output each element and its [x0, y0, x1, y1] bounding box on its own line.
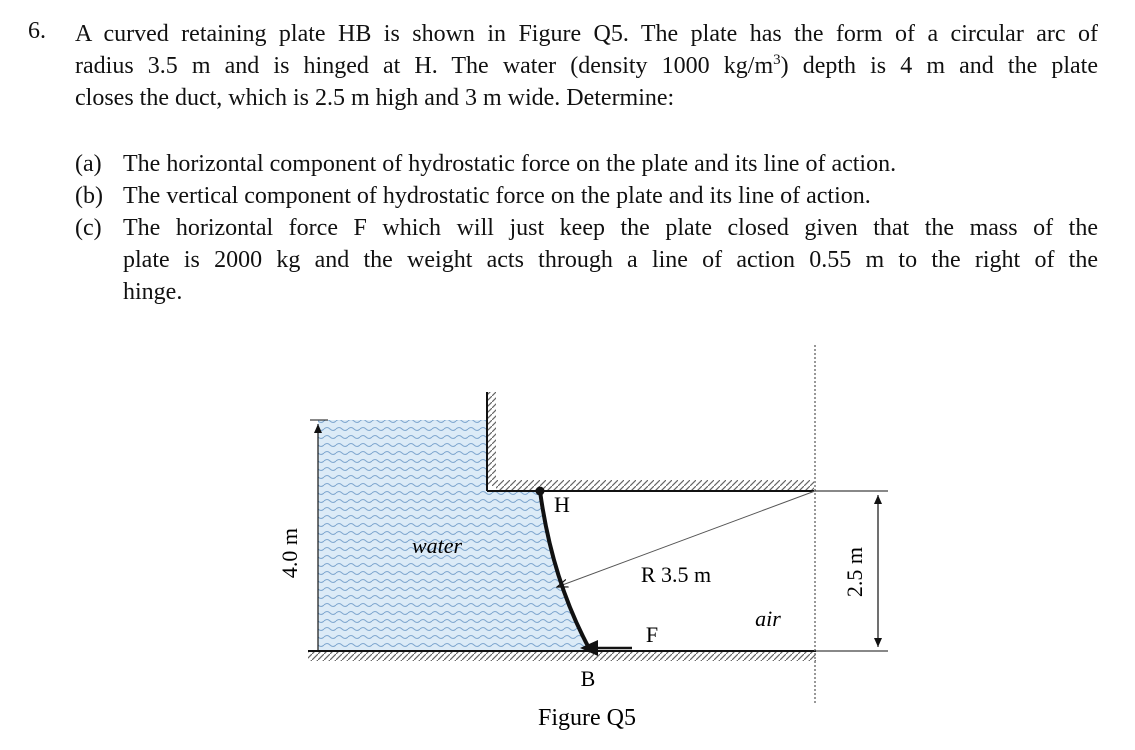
part-b [75, 180, 1098, 212]
figure-q5 [0, 330, 1135, 750]
intro-line-1: A curved retaining plate HB is shown in Figure Q5. The plate has the form of a circular arc of [75, 21, 1098, 47]
question-intro [75, 18, 1098, 114]
intro-line-2b: ) depth is 4 m and the plate [780, 53, 1098, 79]
superscript-3: 3 [773, 52, 781, 68]
label-radius: R 3.5 m [640, 562, 712, 587]
label-water-depth: 4.0 m [277, 527, 302, 579]
intro-line-2 [75, 50, 1098, 82]
part-b-line-1: The vertical component of hydrostatic force on the plate and its line of action. [123, 183, 871, 209]
label-duct-height: 2.5 m [842, 546, 867, 598]
part-c-line-3: hinge. [123, 279, 183, 305]
label-air: air [755, 606, 781, 631]
hinge-point [536, 487, 545, 496]
label-force: F [645, 622, 659, 647]
part-a-line-1: The horizontal component of hydrostatic force on the plate and its line of action. [123, 151, 897, 177]
intro-line-3: closes the duct, which is 2.5 m high and 3 m wide. Determine: [75, 85, 675, 111]
part-c [75, 212, 1098, 308]
part-c-line-2: plate is 2000 kg and the weight acts through a line of action 0.55 m to the right of the [123, 247, 1098, 273]
label-water: water [411, 533, 463, 558]
label-hinge: H [554, 492, 570, 517]
part-a-label: (a) [75, 151, 102, 177]
wall-hatching [487, 392, 496, 486]
figure-caption: Figure Q5 [538, 705, 636, 731]
part-c-line-1: The horizontal force F which will just keep the plate closed given that the mass of the [123, 215, 1098, 241]
floor-hatching [308, 651, 816, 661]
label-bottom: B [580, 666, 596, 691]
question-parts [75, 148, 1098, 308]
intro-line-2a: radius 3.5 m and is hinged at H. The water (density 1000 kg/m [75, 53, 774, 79]
question-number: 6. [28, 18, 46, 44]
part-c-label: (c) [75, 215, 102, 241]
part-a [75, 148, 1098, 180]
part-b-label: (b) [75, 183, 103, 209]
